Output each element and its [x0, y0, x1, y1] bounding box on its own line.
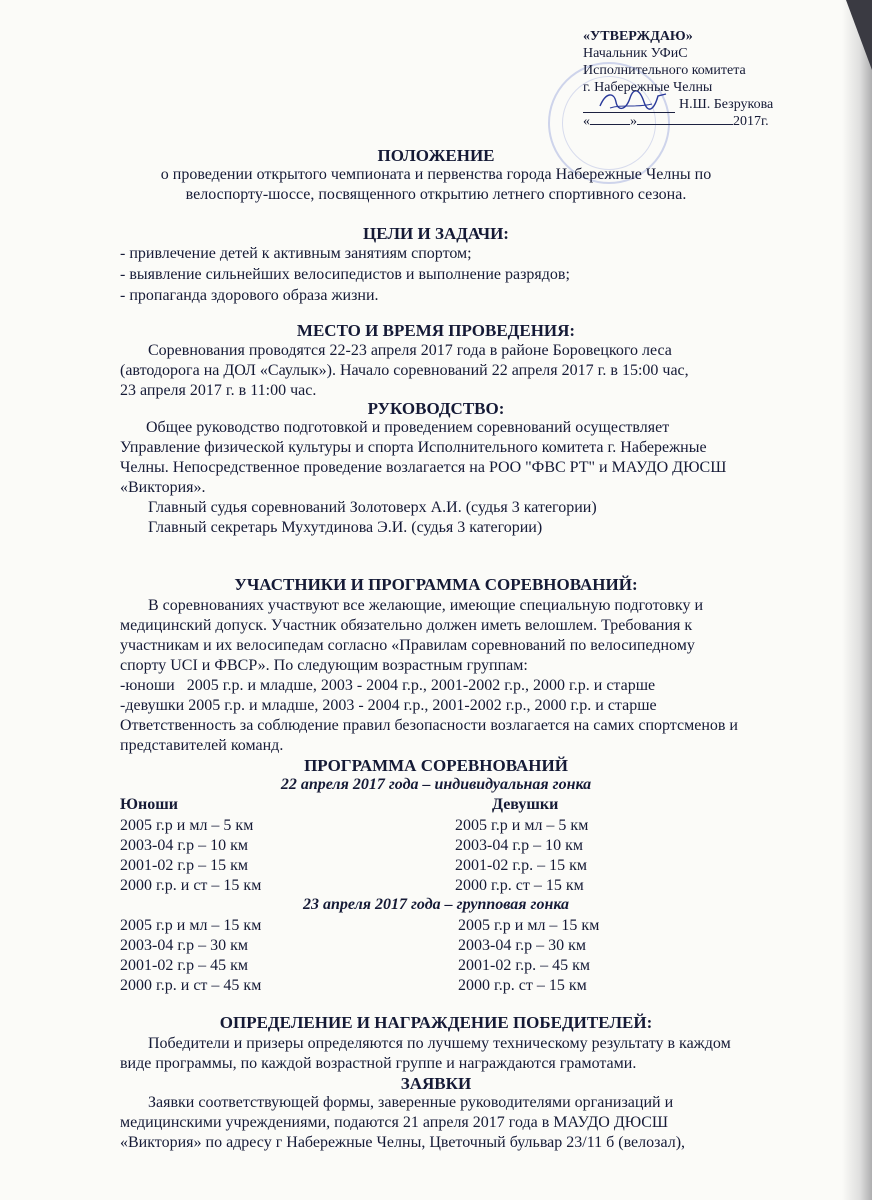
- day2-boys-item: 2003-04 г.р – 30 км: [120, 937, 248, 954]
- place-line: 23 апреля 2017 г. в 11:00 час.: [120, 382, 317, 399]
- goals-item: - привлечение детей к активным занятиям спортом;: [120, 245, 472, 262]
- date-open-quote: «: [583, 114, 590, 129]
- participants-line: участникам и их велосипедам согласно «Правилам соревнований по велосипедному: [120, 637, 695, 654]
- place-heading: МЕСТО И ВРЕМЯ ПРОВЕДЕНИЯ:: [296, 321, 576, 340]
- winners-heading: ОПРЕДЕЛЕНИЕ И НАГРАЖДЕНИЕ ПОБЕДИТЕЛЕЙ:: [219, 1013, 653, 1032]
- day1-girls-item: 2005 г.р и мл – 5 км: [455, 817, 589, 834]
- chief-judge: Главный судья соревнований Золотоверх А.И. (судья 3 категории): [148, 499, 597, 516]
- day1-girls-item: 2001-02 г.р. – 15 км: [455, 857, 587, 874]
- goals-item: - пропаганда здорового образа жизни.: [120, 287, 379, 304]
- approval-heading: «УТВЕРЖДАЮ»: [583, 29, 693, 44]
- winners-line: виде программы, по каждой возрастной группе и награждаются грамотами.: [120, 1055, 637, 1072]
- management-line: Управление физической культуры и спорта Исполнительного комитета г. Набережные: [120, 439, 707, 456]
- approval-signature-line: [583, 96, 853, 113]
- participants-line: спорту UCI и ФВСР». По следующим возрастным группам:: [120, 657, 528, 674]
- management-line: Челны. Непосредственное проведение возлагается на РОО "ФВС РТ" и МАУДО ДЮСШ: [120, 459, 727, 476]
- participants-line: медицинский допуск. Участник обязательно должен иметь велошлем. Требования к: [120, 617, 693, 634]
- approval-date: [583, 113, 853, 130]
- day2-boys-list: [120, 916, 261, 996]
- girls-label: Девушки: [492, 796, 559, 813]
- boys-label: Юноши: [120, 796, 178, 813]
- approval-block: [583, 28, 853, 130]
- day-blank: [590, 124, 630, 125]
- signature-blank: [583, 98, 675, 113]
- day1-boys-item: 2005 г.р и мл – 5 км: [120, 817, 254, 834]
- day2-title: 23 апреля 2017 года – групповая гонка: [302, 896, 570, 913]
- approval-org: Исполнительного комитета: [583, 63, 746, 78]
- doc-subtitle-line1: о проведении открытого чемпионата и первенства города Набережные Челны по: [160, 166, 712, 183]
- participants-line: представителей команд.: [120, 737, 284, 754]
- place-line: (автодорога на ДОЛ «Саулык»). Начало соревнований 22 апреля 2017 г. в 15:00 час,: [120, 362, 689, 379]
- applications-line: Заявки соответствующей формы, заверенные руководителями организаций и: [148, 1094, 674, 1111]
- program-heading: ПРОГРАММА СОРЕВНОВАНИЙ: [304, 756, 568, 775]
- management-heading: РУКОВОДСТВО:: [367, 399, 505, 418]
- participants-boys-groups: -юноши 2005 г.р. и младше, 2003 - 2004 г.р., 2001-2002 г.р., 2000 г.р. и старше: [120, 677, 656, 694]
- applications-line: медицинскими учреждениями, подаются 21 апреля 2017 года в МАУДО ДЮСШ: [120, 1114, 669, 1131]
- chief-secretary: Главный секретарь Мухутдинова Э.И. (судья 3 категории): [148, 519, 543, 536]
- day1-girls-list: [455, 816, 588, 896]
- day1-boys-item: 2001-02 г.р – 15 км: [120, 857, 248, 874]
- day1-boys-list: [120, 816, 261, 896]
- goals-heading: ЦЕЛИ И ЗАДАЧИ:: [363, 224, 509, 243]
- day2-girls-item: 2001-02 г.р. – 45 км: [458, 957, 590, 974]
- day2-girls-list: [458, 916, 599, 996]
- approval-position: Начальник УФиС: [583, 46, 688, 61]
- goals-item: - выявление сильнейших велосипедистов и выполнение разрядов;: [120, 266, 570, 283]
- place-line: Соревнования проводятся 22-23 апреля 2017 года в районе Боровецкого леса: [148, 342, 672, 359]
- participants-line: В соревнованиях участвуют все желающие, имеющие специальную подготовку и: [148, 597, 704, 614]
- day2-girls-item: 2000 г.р. ст – 15 км: [458, 977, 587, 994]
- applications-line: «Виктория» по адресу г Набережные Челны, Цветочный бульвар 23/11 б (велозал),: [120, 1134, 686, 1151]
- day1-boys-item: 2003-04 г.р – 10 км: [120, 837, 248, 854]
- doc-subtitle-line2: велоспорту-шоссе, посвященного открытию летнего спортивного сезона.: [185, 186, 687, 203]
- day2-boys-item: 2000 г.р. и ст – 45 км: [120, 977, 262, 994]
- day2-girls-item: 2003-04 г.р – 30 км: [458, 937, 586, 954]
- date-close-quote: »: [630, 114, 637, 129]
- day1-title: 22 апреля 2017 года – индивидуальная гонка: [280, 776, 592, 793]
- management-line: Общее руководство подготовкой и проведением соревнований осуществляет: [146, 419, 670, 436]
- approval-signatory: Н.Ш. Безрукова: [679, 97, 774, 112]
- day2-boys-item: 2001-02 г.р – 45 км: [120, 957, 248, 974]
- management-line: «Виктория».: [120, 479, 206, 496]
- doc-title: ПОЛОЖЕНИЕ: [377, 146, 495, 165]
- approval-year: 2017г.: [733, 114, 769, 129]
- month-blank: [637, 124, 733, 125]
- approval-city: г. Набережные Челны: [583, 80, 713, 95]
- day1-girls-item: 2000 г.р. ст – 15 км: [455, 877, 584, 894]
- participants-girls-groups: -девушки 2005 г.р. и младше, 2003 - 2004 г.р., 2001-2002 г.р., 2000 г.р. и старше: [120, 697, 657, 714]
- day1-boys-item: 2000 г.р. и ст – 15 км: [120, 877, 262, 894]
- day2-girls-item: 2005 г.р и мл – 15 км: [458, 917, 600, 934]
- day2-boys-item: 2005 г.р и мл – 15 км: [120, 917, 262, 934]
- day1-girls-item: 2003-04 г.р – 10 км: [455, 837, 583, 854]
- applications-heading: ЗАЯВКИ: [400, 1074, 472, 1093]
- participants-line: Ответственность за соблюдение правил безопасности возлагается на самих спортсменов и: [120, 717, 738, 734]
- winners-line: Победители и призеры определяются по лучшему техническому результату в каждом: [148, 1035, 731, 1052]
- participants-heading: УЧАСТНИКИ И ПРОГРАММА СОРЕВНОВАНИЙ:: [234, 575, 638, 594]
